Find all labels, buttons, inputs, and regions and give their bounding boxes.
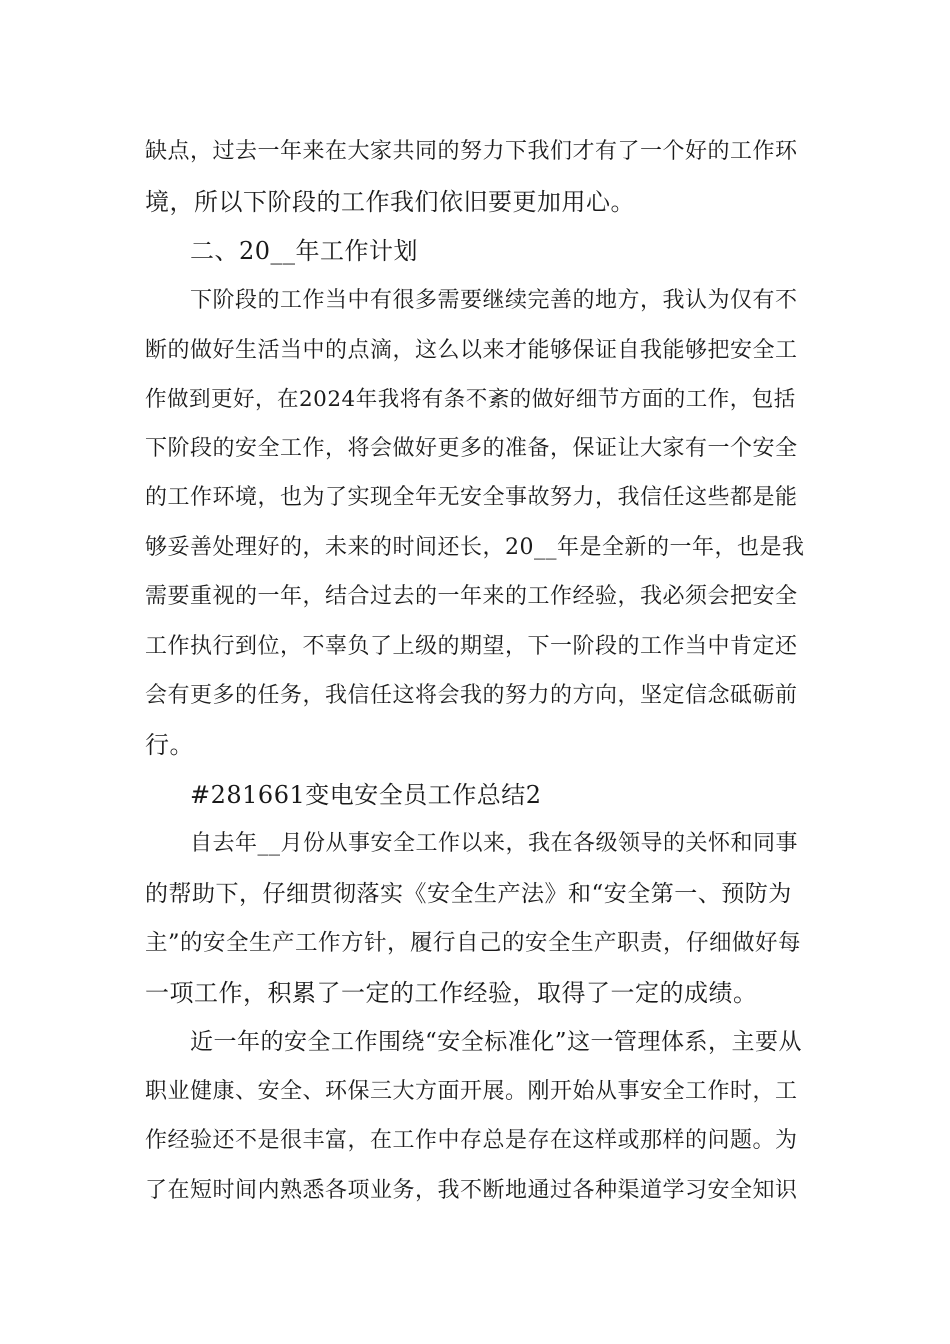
text-line: 一项工作，积累了一定的工作经验，取得了一定的成绩。 xyxy=(145,979,758,1007)
text-line: 的帮助下，仔细贯彻落实《安全生产法》和“安全第一、预防为 xyxy=(145,881,792,907)
text-line: 境，所以下阶段的工作我们依旧要更加用心。 xyxy=(145,188,635,216)
text-line: 工作执行到位，不辜负了上级的期望，下一阶段的工作当中肯定还 xyxy=(145,634,798,659)
text-line: 下阶段的安全工作，将会做好更多的准备，保证让大家有一个安全 xyxy=(145,436,798,461)
text-line: 缺点，过去一年来在大家共同的努力下我们才有了一个好的工作环 xyxy=(145,139,798,164)
text-line: 作经验还不是很丰富，在工作中存总是存在这样或那样的问题。为 xyxy=(145,1128,798,1153)
text-line: 需要重视的一年，结合过去的一年来的工作经验，我必须会把安全 xyxy=(145,584,798,609)
text-line: 主”的安全生产工作方针，履行自己的安全生产职责，仔细做好每 xyxy=(145,930,802,956)
text-line: 作做到更好，在2024年我将有条不紊的做好细节方面的工作，包括 xyxy=(145,387,796,412)
text-line: 够妥善处理好的，未来的时间还长，20__年是全新的一年，也是我 xyxy=(145,535,805,560)
section-heading: 二、20__年工作计划 xyxy=(190,237,419,265)
section-heading: #281661变电安全员工作总结2 xyxy=(190,781,542,809)
text-line: 断的做好生活当中的点滴，这么以来才能够保证自我能够把安全工 xyxy=(145,338,798,363)
text-line: 行。 xyxy=(145,731,194,759)
text-line: 下阶段的工作当中有很多需要继续完善的地方，我认为仅有不 xyxy=(190,288,798,313)
text-line: 了在短时间内熟悉各项业务，我不断地通过各种渠道学习安全知识 xyxy=(145,1178,798,1203)
text-line: 的工作环境，也为了实现全年无安全事故努力，我信任这些都是能 xyxy=(145,485,798,510)
text-line: 会有更多的任务，我信任这将会我的努力的方向，坚定信念砥砺前 xyxy=(145,683,798,708)
text-line: 近一年的安全工作围绕“安全标准化”这一管理体系，主要从 xyxy=(190,1029,803,1055)
text-line: 职业健康、安全、环保三大方面开展。刚开始从事安全工作时，工 xyxy=(145,1079,798,1104)
text-line: 自去年__月份从事安全工作以来，我在各级领导的关怀和同事 xyxy=(190,831,799,856)
